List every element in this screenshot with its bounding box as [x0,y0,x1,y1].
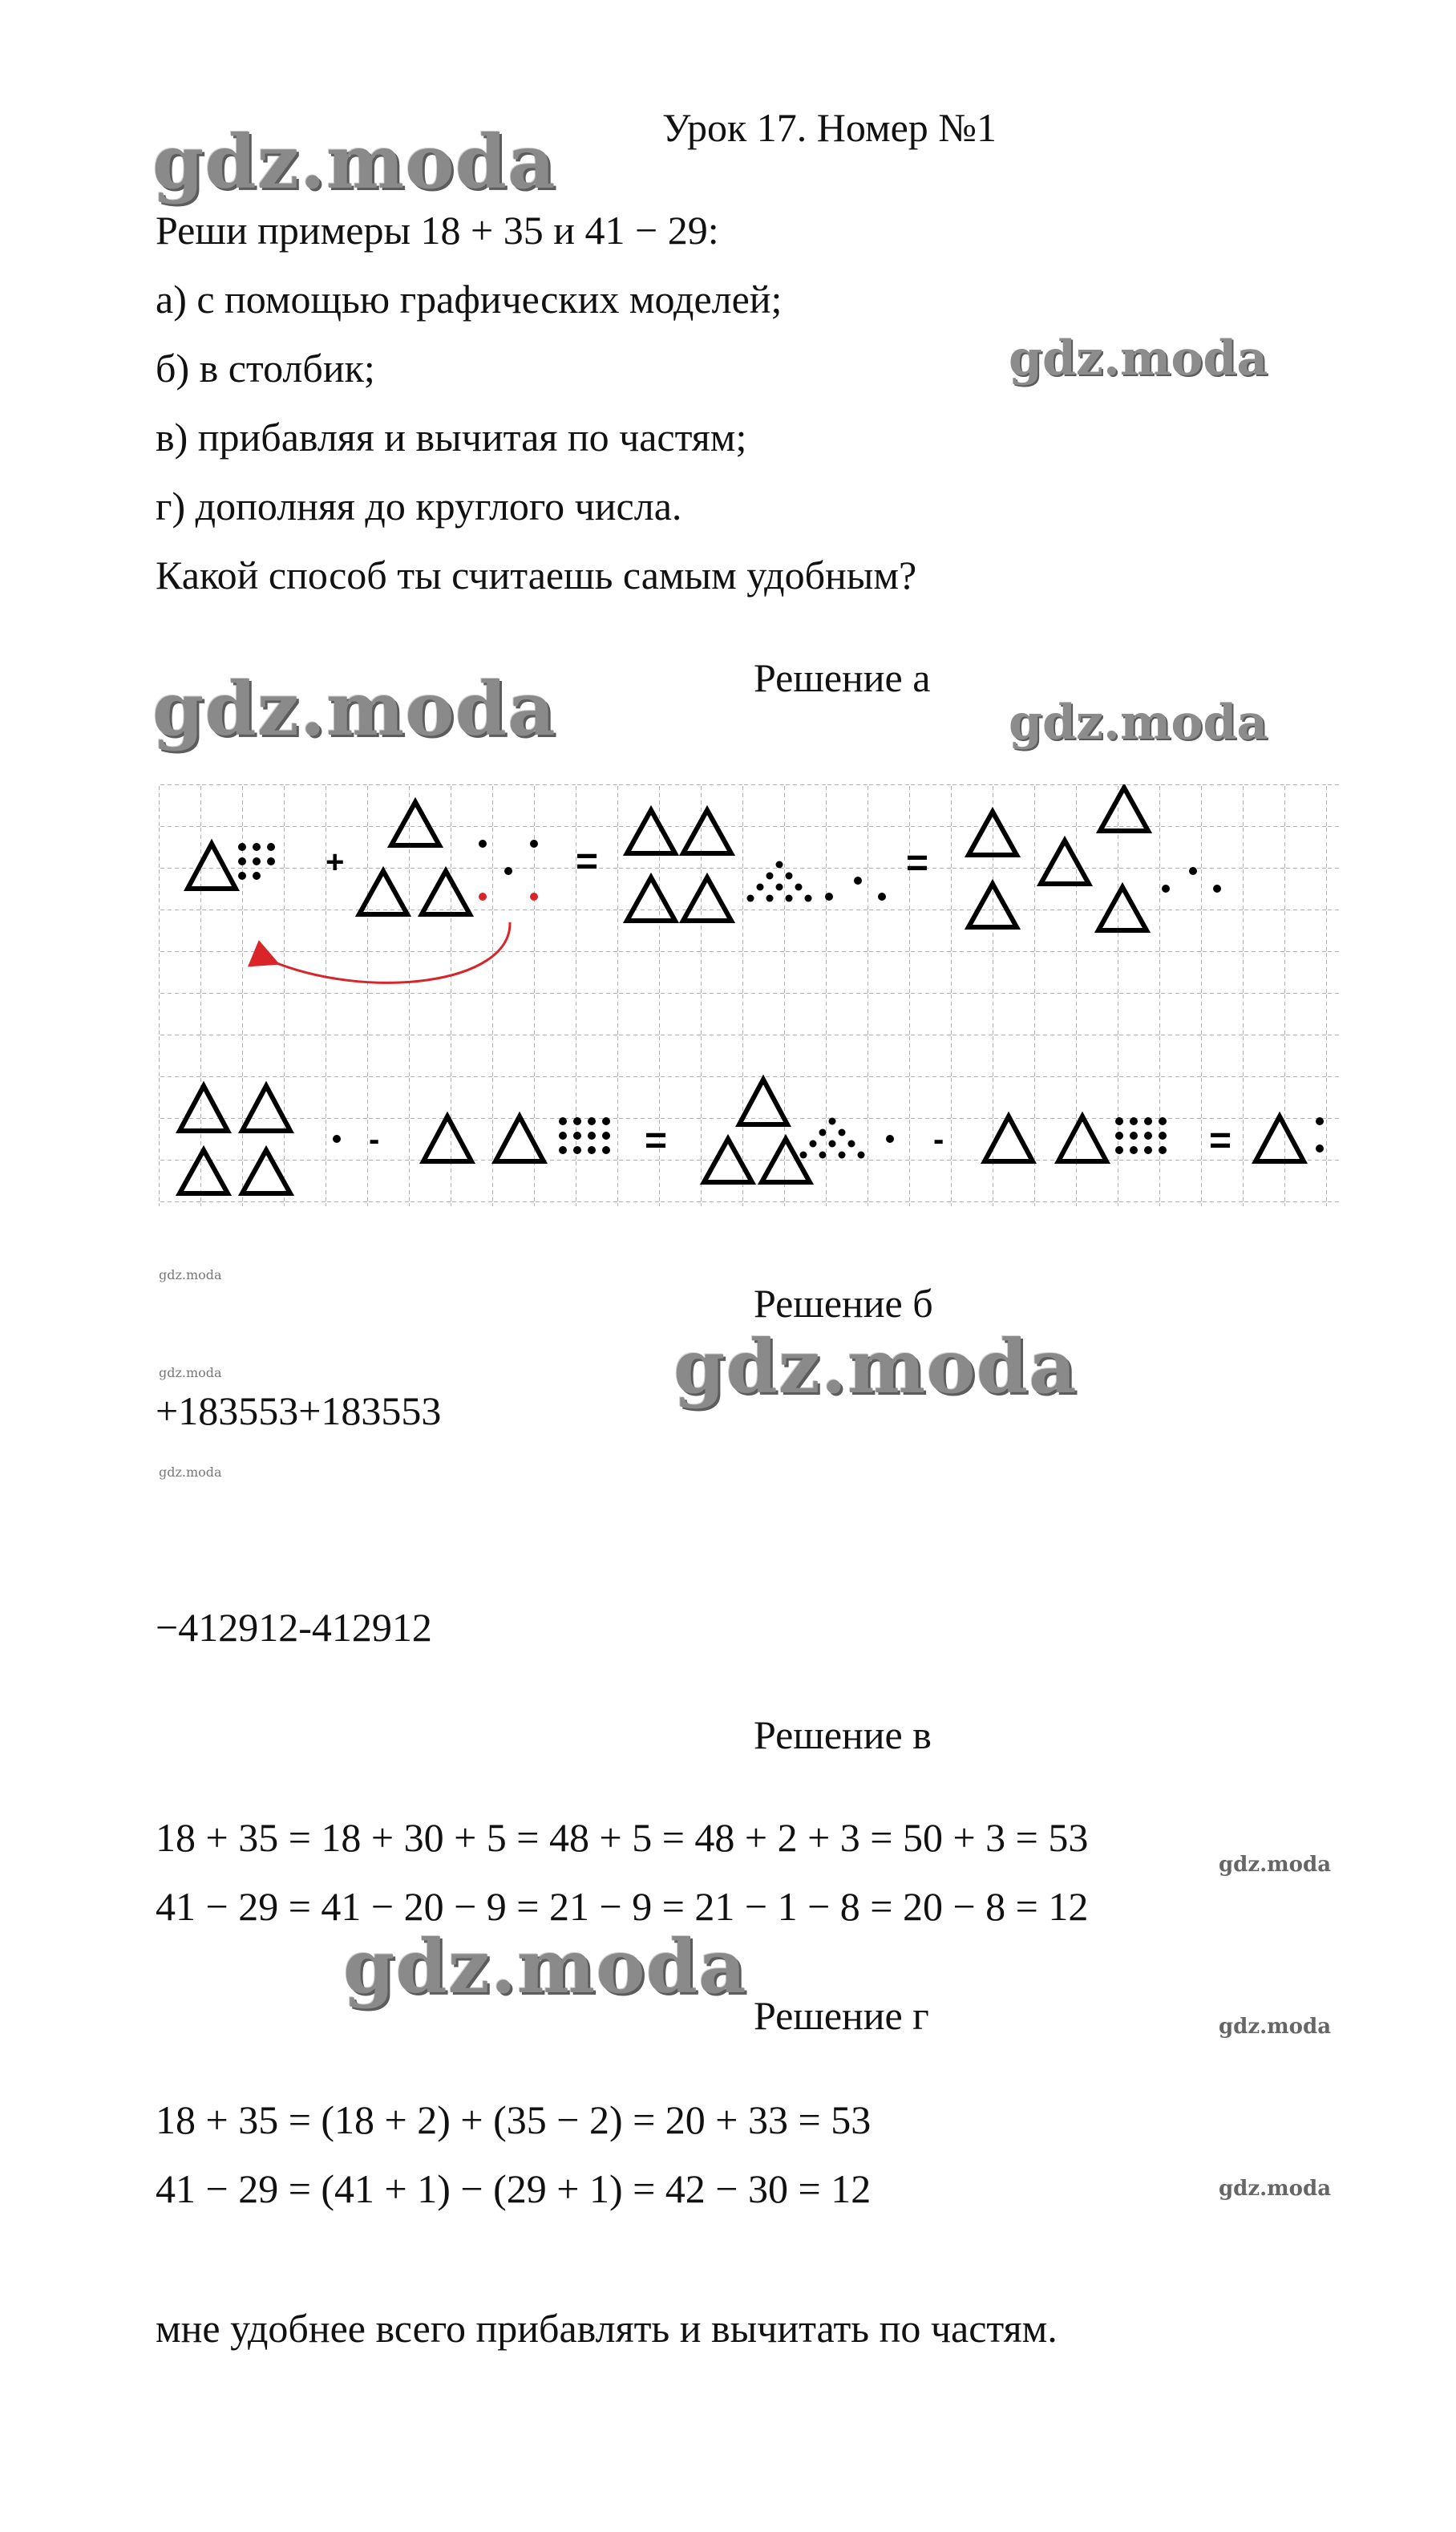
solution-g-line1: 18 + 35 = (18 + 2) + (35 − 2) = 20 + 33 = 53 [156,2097,872,2142]
task-item-v: в) прибавляя и вычитая по частям; [156,415,747,460]
task-item-b: б) в столбик; [156,346,375,391]
solution-v-line2: 41 − 29 = 41 − 20 − 9 = 21 − 9 = 21 − 1 − 8 = 20 − 8 = 12 [156,1884,1089,1929]
watermark-logo: gdz.moda [152,119,556,205]
graphic-model-diagram [159,784,1341,1206]
solution-g-line2: 41 − 29 = (41 + 1) − (29 + 1) = 42 − 30 = 12 [156,2166,872,2211]
task-statement: Реши примеры 18 + 35 и 41 − 29: [156,208,719,253]
task-item-g: г) дополняя до круглого числа. [156,484,682,529]
solution-v-heading: Решение в [754,1712,932,1757]
task-item-a: а) с помощью графических моделей; [156,277,783,322]
watermark-logo: gdz.moda [159,1267,222,1282]
column-subtraction: −412912-412912 [156,1605,432,1650]
minus-sign: - [369,1122,380,1157]
watermark-logo: gdz.moda [1219,1853,1332,1877]
watermark-logo: gdz.moda [673,1323,1078,1410]
solution-v-line1: 18 + 35 = 18 + 30 + 5 = 48 + 5 = 48 + 2 + 3 = 50 + 3 = 53 [156,1815,1089,1860]
column-addition: +183553+183553 [156,1388,442,1433]
equals-sign: = [1209,1120,1232,1162]
watermark-logo: gdz.moda [1009,695,1268,751]
solution-a-heading: Решение а [754,655,931,700]
watermark-logo: gdz.moda [1009,330,1268,387]
watermark-logo: gdz.moda [343,1923,747,2010]
solution-g-heading: Решение г [754,1993,929,2038]
page-title: Урок 17. Номер №1 [662,105,997,150]
final-answer: мне удобнее всего прибавлять и вычитать по частям. [156,2306,1058,2351]
watermark-logo: gdz.moda [159,1365,222,1380]
watermark-logo: gdz.moda [1219,2177,1332,2201]
equals-sign: = [576,841,599,883]
watermark-logo: gdz.moda [152,666,556,752]
watermark-logo: gdz.moda [159,1465,222,1480]
watermark-logo: gdz.moda [1219,2015,1332,2039]
plus-sign: + [326,845,345,880]
equals-sign: = [645,1120,668,1162]
solution-b-heading: Решение б [754,1281,933,1326]
equals-sign: = [906,842,929,885]
minus-sign: - [933,1122,944,1157]
task-question: Какой способ ты считаешь самым удобным? [156,553,917,598]
